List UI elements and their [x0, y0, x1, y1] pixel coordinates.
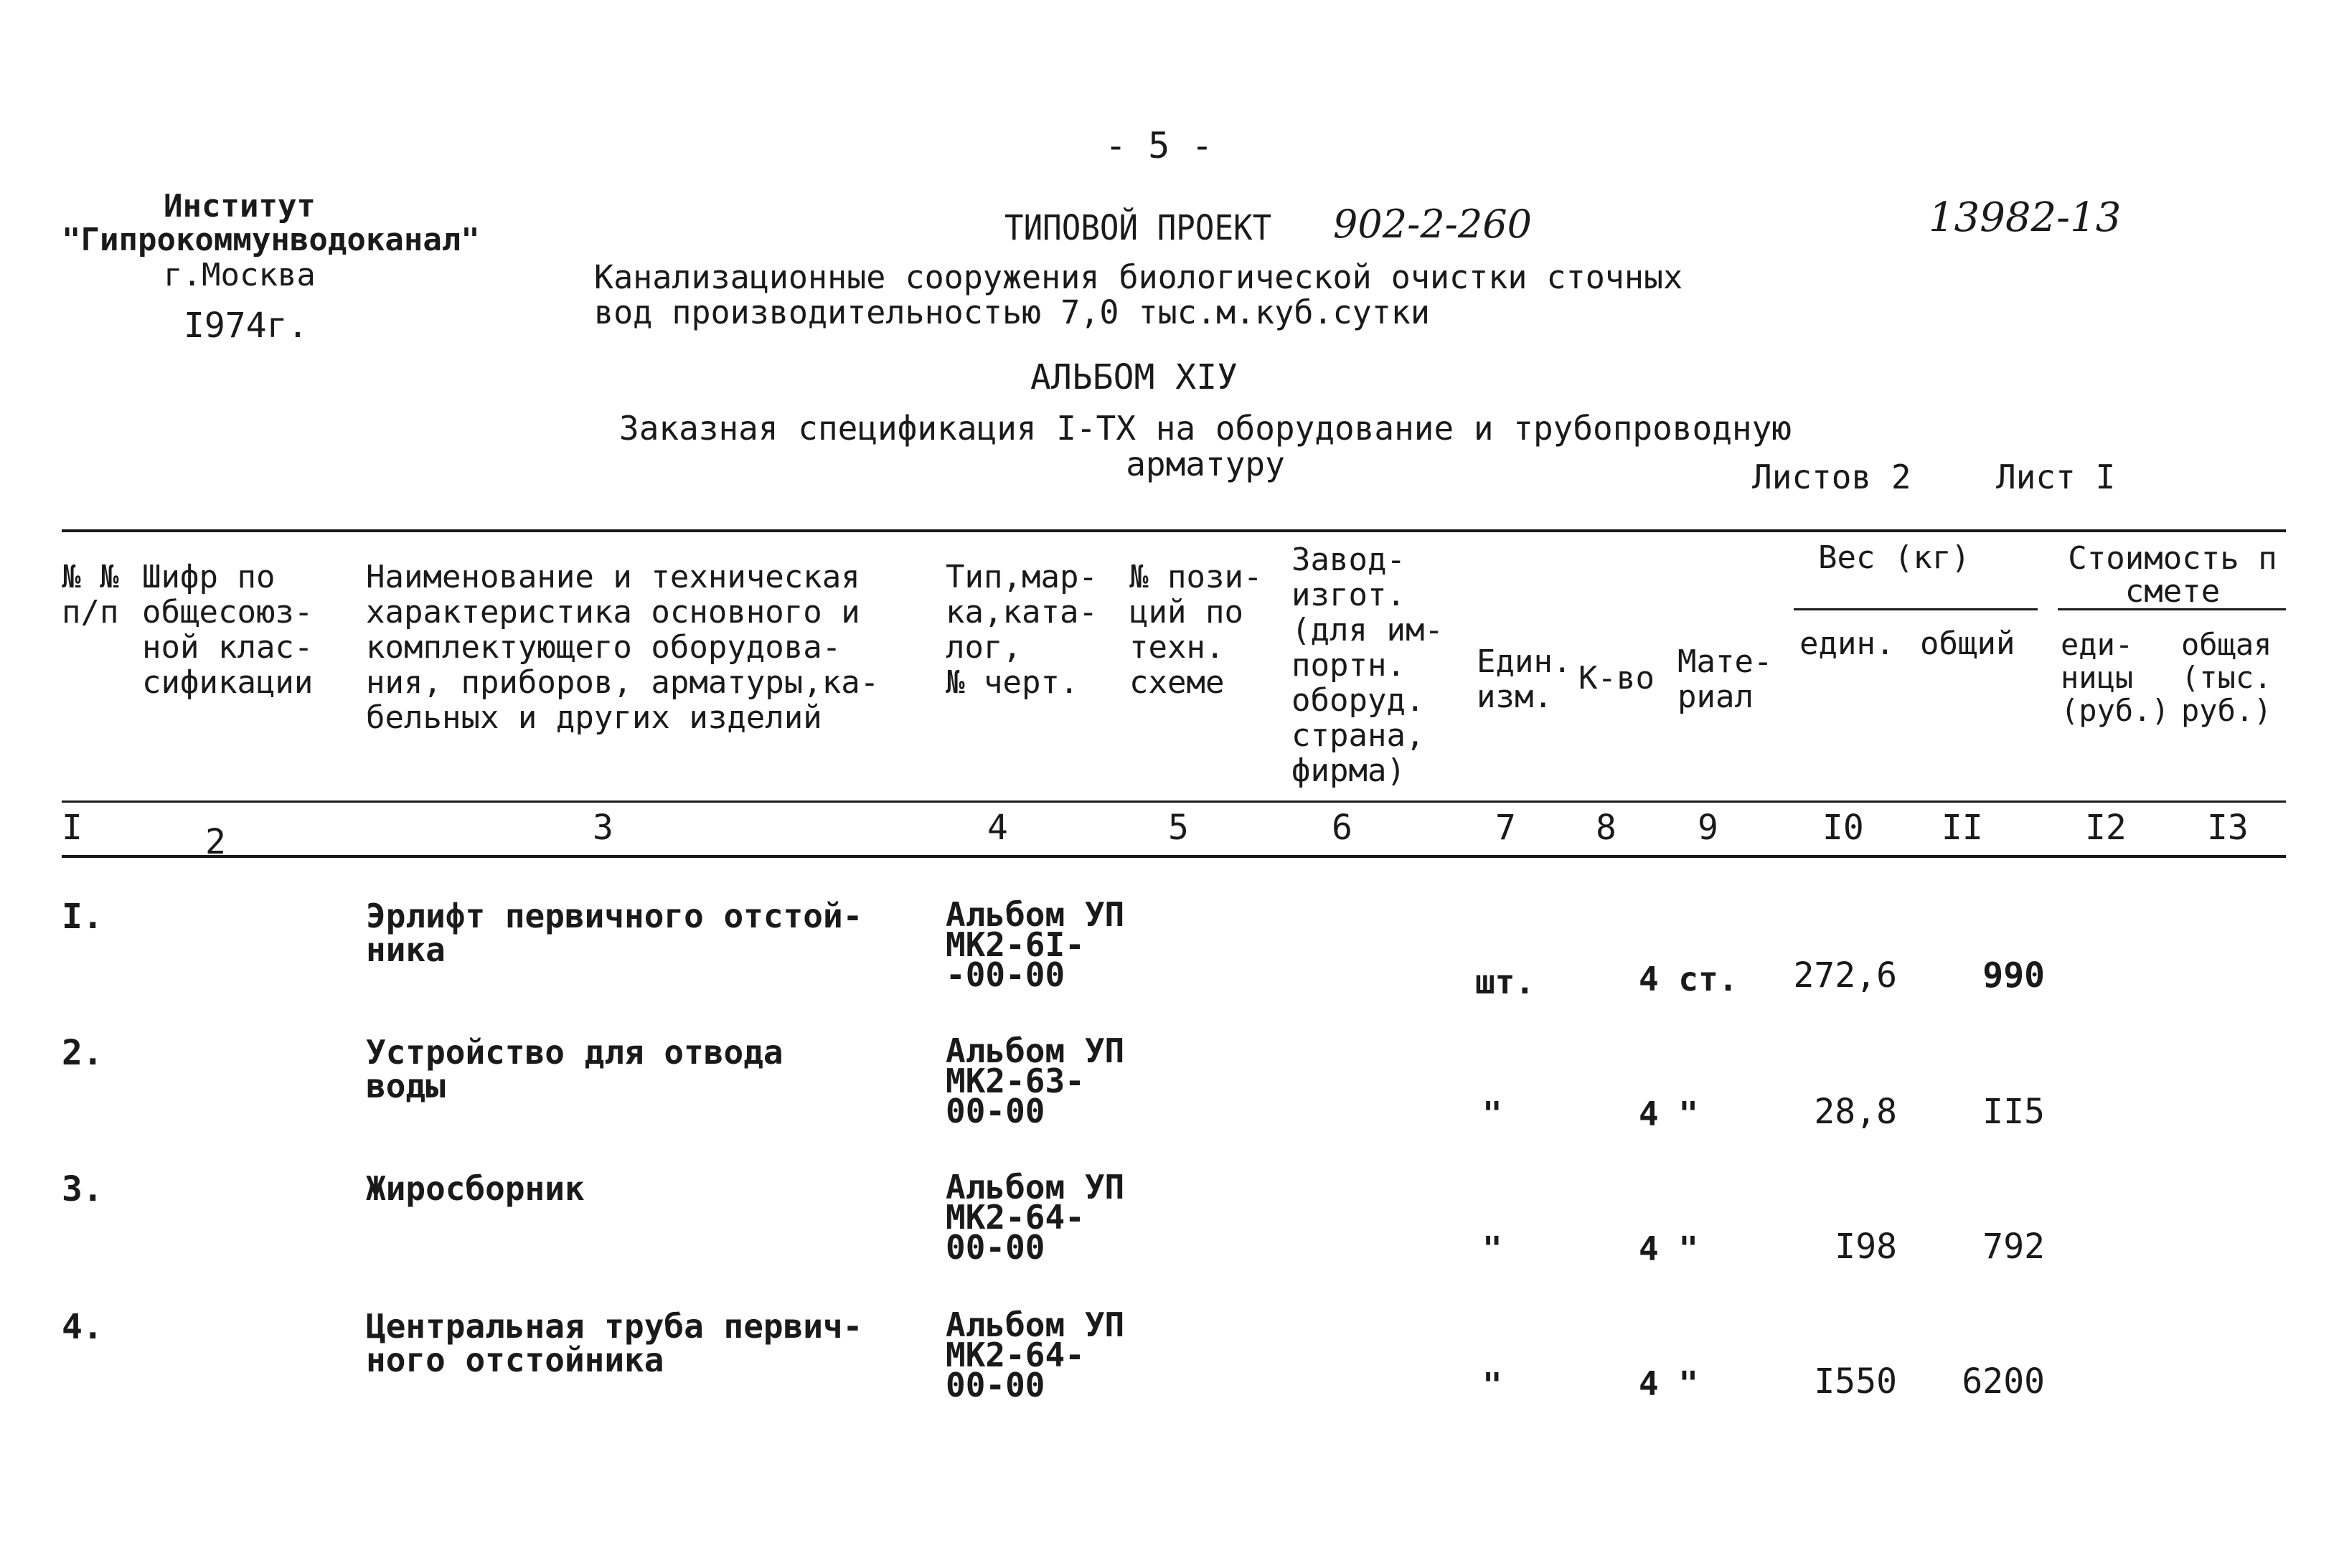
header-weight: Вес (кг)	[1818, 539, 1970, 576]
header-quantity: К-во	[1578, 660, 1655, 696]
institute-year: I974г.	[184, 306, 309, 346]
header-item-name: Наименование и техническая характеристика основного и комплектующего оборудова- ния, приборов, арматуры,ка- бельных и других изделий	[366, 559, 880, 736]
project-number: 902-2-260	[1333, 202, 1532, 247]
header-position-number: № пози- ций по техн. схеме	[1129, 559, 1263, 701]
item-quantity: 4 "	[1639, 1095, 1699, 1133]
item-quantity: 4 "	[1639, 1364, 1699, 1403]
sheet-number: Лист I	[1996, 458, 2116, 496]
column-number: 3	[593, 808, 613, 848]
item-weight-total: 792	[1982, 1227, 2045, 1267]
item-name: Жиросборник	[366, 1169, 585, 1208]
item-type: Альбом УП МК2-64- 00-00	[946, 1168, 1125, 1267]
header-manufacturer: Завод- изгот. (для им- портн. оборуд. страна, фирма)	[1291, 542, 1444, 789]
column-number: 4	[987, 808, 1008, 848]
header-bottom-rule	[62, 800, 2286, 803]
header-type-brand: Тип,мар- ка,ката- лог, № черт.	[946, 559, 1098, 701]
project-description: Канализационные сооружения биологической очистки сточных вод производительностью 7,0 тыс.м.куб.сутки	[594, 258, 1683, 331]
header-row-number: № № п/п	[62, 559, 119, 630]
header-cost-unit: еди- ницы (руб.)	[2061, 627, 2170, 728]
item-type: Альбом УП МК2-6I- -00-00	[946, 895, 1125, 994]
cost-header-rule	[2058, 608, 2286, 610]
header-classification-code: Шифр по общесоюз- ной клас- сификации	[142, 559, 314, 701]
header-weight-total: общий	[1920, 625, 2015, 662]
column-number: I3	[2207, 808, 2249, 848]
institute-name: "Гипрокоммунводоканал"	[62, 222, 480, 258]
weight-header-rule	[1794, 608, 2038, 610]
item-weight-unit: I550	[1814, 1361, 1897, 1402]
header-cost: Стоимость п смете	[2068, 542, 2277, 608]
item-weight-total: II5	[1982, 1092, 2045, 1132]
page-number: - 5 -	[1105, 125, 1213, 166]
sheets-total: Листов 2	[1752, 458, 1911, 496]
column-number: 6	[1332, 808, 1352, 848]
item-weight-unit: 28,8	[1814, 1092, 1897, 1132]
item-name: Эрлифт первичного отстой- ника	[366, 897, 863, 969]
header-unit: Един. изм.	[1477, 643, 1572, 715]
item-weight-total: 990	[1982, 955, 2045, 996]
item-weight-total: 6200	[1962, 1361, 2045, 1402]
item-unit: "	[1482, 1366, 1502, 1404]
item-unit: "	[1482, 1229, 1502, 1268]
item-unit: шт.	[1475, 963, 1535, 1001]
item-name: Центральная труба первич- ного отстойника	[366, 1307, 863, 1379]
item-quantity: 4 ст.	[1639, 960, 1738, 998]
row-number: 3.	[62, 1169, 103, 1209]
column-number: I0	[1822, 808, 1864, 848]
column-number: II	[1942, 808, 1983, 848]
header-weight-unit: един.	[1799, 625, 1895, 662]
row-number: 4.	[62, 1307, 103, 1347]
album-title: АЛЬБОМ XIУ	[1030, 357, 1238, 397]
header-material: Мате- риал	[1677, 643, 1773, 715]
institute-city: г.Москва	[164, 257, 316, 293]
item-unit: "	[1482, 1095, 1502, 1133]
item-weight-unit: 272,6	[1793, 955, 1897, 996]
item-weight-unit: I98	[1835, 1227, 1897, 1267]
item-type: Альбом УП МК2-64- 00-00	[946, 1305, 1125, 1404]
item-name: Устройство для отвода воды	[366, 1033, 783, 1105]
header-cost-total: общая (тыс. руб.)	[2181, 627, 2272, 728]
institute-label: Институт	[164, 188, 316, 225]
column-number: 2	[205, 822, 226, 862]
column-number: 5	[1168, 808, 1189, 848]
item-quantity: 4 "	[1639, 1229, 1699, 1268]
column-number: 9	[1698, 808, 1718, 848]
column-number: I	[62, 808, 83, 848]
item-type: Альбом УП МК2-63- 00-00	[946, 1031, 1125, 1130]
column-number: 7	[1495, 808, 1516, 848]
column-number-rule	[62, 855, 2286, 858]
specification-title: Заказная спецификация I-ТХ на оборудование и трубопроводную арматуру	[619, 409, 1792, 483]
column-number: 8	[1596, 808, 1616, 848]
table-top-rule	[62, 529, 2286, 532]
document-code: 13982-13	[1929, 194, 2122, 241]
row-number: 2.	[62, 1033, 103, 1073]
row-number: I.	[62, 897, 103, 937]
project-label: ТИПОВОЙ ПРОЕКТ	[1004, 208, 1272, 248]
column-number: I2	[2085, 808, 2127, 848]
